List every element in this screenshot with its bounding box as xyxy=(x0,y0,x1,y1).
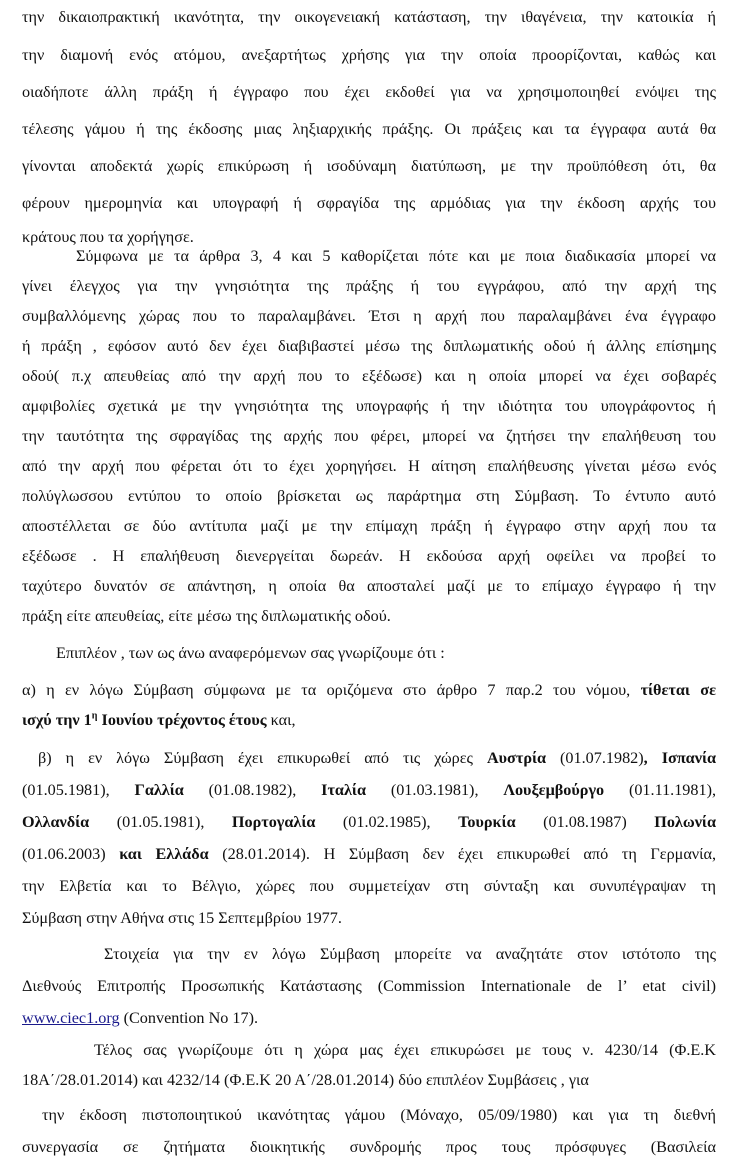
text-line: Επιπλέον , των ως άνω αναφερόμενων σας γνωρίζουμε ότι : xyxy=(56,644,445,662)
text-line: Σύμβαση στην Αθήνα στις 15 Σεπτεμβρίου 1977. xyxy=(22,909,342,927)
text-line: την ταυτότητα της σφραγίδας της αρχής που φέρει, μπορεί να ζητήσει την επαλήθευση του xyxy=(22,427,716,445)
text-line: αποστέλλεται σε δύο αντίτυπα μαζί με την επίμαχη πράξη ή έγγραφο στην αρχή που τα xyxy=(22,517,716,535)
text-line: κράτους που τα χορήγησε. xyxy=(22,228,194,246)
text-line: την διαμονή ενός ατόμου, ανεξαρτήτως χρήσης για την οποία προορίζονται, καθώς και xyxy=(22,46,716,64)
text-line: www.ciec1.org (Convention No 17). xyxy=(22,1009,259,1027)
text-line: Τέλος σας γνωρίζουμε ότι η χώρα μας έχει επικυρώσει με τους ν. 4230/14 (Φ.Ε.Κ xyxy=(94,1041,716,1059)
text-line: πολύγλωσσου εντύπου το οποίο βρίσκεται ως παράρτημα στη Σύμβαση. Το έντυπο αυτό xyxy=(22,487,716,505)
text-line: ή πράξη , εφόσον αυτό δεν έχει διαβιβαστεί μέσω της διπλωματικής οδού ή άλλης επίσημης xyxy=(22,337,716,355)
text-line: αμφιβολίες σχετικά με την γνησιότητα της υπογραφής ή την ιδιότητα του υπογράφοντος ή xyxy=(22,397,716,415)
text-line: Διεθνούς Επιτροπής Προσωπικής Κατάστασης (Commission Internationale de l’ etat civil) xyxy=(22,977,716,995)
text-line: Σύμφωνα με τα άρθρα 3, 4 και 5 καθορίζεται πότε και με ποια διαδικασία μπορεί να xyxy=(76,247,716,265)
text-line: συμβαλλόμενης χώρας που το παραλαμβάνει. Έτσι η αρχή που παραλαμβάνει ένα έγγραφο xyxy=(22,307,716,325)
text-line: Ολλανδία (01.05.1981), Πορτογαλία (01.02.1985), Τουρκία (01.08.1987) Πολωνία xyxy=(22,813,716,831)
text-line: (01.06.2003) και Ελλάδα (28.01.2014). Η Σύμβαση δεν έχει επικυρωθεί από τη Γερμανία, xyxy=(22,845,717,863)
text-line: την Ελβετία και το Βέλγιο, χώρες που συμμετείχαν στη σύνταξη και συνυπέγραψαν τη xyxy=(22,877,716,895)
text-line: την έκδοση πιστοποιητικού ικανότητας γάμου (Μόναχο, 05/09/1980) και για τη διεθνή xyxy=(42,1106,716,1124)
text-line: (01.05.1981), Γαλλία (01.08.1982), Ιταλία (01.03.1981), Λουξεμβούργο (01.11.1981), xyxy=(22,781,717,799)
text-line: γίνονται αποδεκτά χωρίς επικύρωση ή ισοδύναμη διατύπωση, με την προϋπόθεση ότι, θα xyxy=(22,157,716,175)
text-line: πράξη είτε απευθείας, είτε μέσω της διπλωματικής οδού. xyxy=(22,607,391,625)
text-line: εξέδωσε . Η επαλήθευση διενεργείται δωρεάν. Η εκδούσα αρχή οφείλει να προβεί το xyxy=(22,547,716,565)
text-line: Στοιχεία για την εν λόγω Σύμβαση μπορείτε να αναζητάτε στον ιστότοπο της xyxy=(104,945,716,963)
text-line: β) η εν λόγω Σύμβαση έχει επικυρωθεί από τις χώρες Αυστρία (01.07.1982), Ισπανία xyxy=(38,749,717,767)
text-line: οιαδήποτε άλλη πράξη ή έγγραφο που έχει εκδοθεί για να χρησιμοποιηθεί ενόψει της xyxy=(22,83,716,101)
text-line: από την αρχή που φέρεται ότι το έχει χορηγήσει. Η αίτηση επαλήθευσης γίνεται μέσω ενός xyxy=(22,457,716,475)
ciec-website-link[interactable]: www.ciec1.org xyxy=(22,1009,120,1027)
text-line: τέλεσης γάμου ή της έκδοσης μιας ληξιαρχικής πράξης. Οι πράξεις και τα έγγραφα αυτά θα xyxy=(22,120,716,138)
text-line: γίνει έλεγχος για την γνησιότητα της πράξης ή του εγγράφου, από την αρχή της xyxy=(22,277,716,295)
text-line: συνεργασία σε ζητήματα διοικητικής συνδρομής προς τους πρόσφυγες (Βασιλεία xyxy=(22,1138,716,1156)
text-line: α) η εν λόγω Σύμβαση σύμφωνα με τα οριζόμενα στο άρθρο 7 παρ.2 του νόμου, τίθεται σε xyxy=(22,681,716,699)
text-line: οδού( π.χ απευθείας από την αρχή που το εξέδωσε) και η οποία μπορεί να έχει σοβαρές xyxy=(22,367,716,385)
text-line: φέρουν ημερομηνία και υπογραφή ή σφραγίδα της αρμόδιας για την έκδοση αρχής του xyxy=(22,194,716,212)
text-line: 18Α΄/28.01.2014) και 4232/14 (Φ.Ε.Κ 20 Α΄/28.01.2014) δύο επιπλέον Συμβάσεις , για xyxy=(22,1071,589,1089)
text-line: ισχύ την $1^\eta$ Ιουνίου τρέχοντος έτους και, xyxy=(22,710,296,729)
text-line: ταχύτερο δυνατόν σε απάντηση, η οποία θα αποσταλεί μαζί με το επίμαχο έγγραφο ή την xyxy=(22,577,716,595)
text-line: την δικαιοπρακτική ικανότητα, την οικογενειακή κατάσταση, την ιθαγένεια, την κατοικία ή xyxy=(22,8,716,26)
